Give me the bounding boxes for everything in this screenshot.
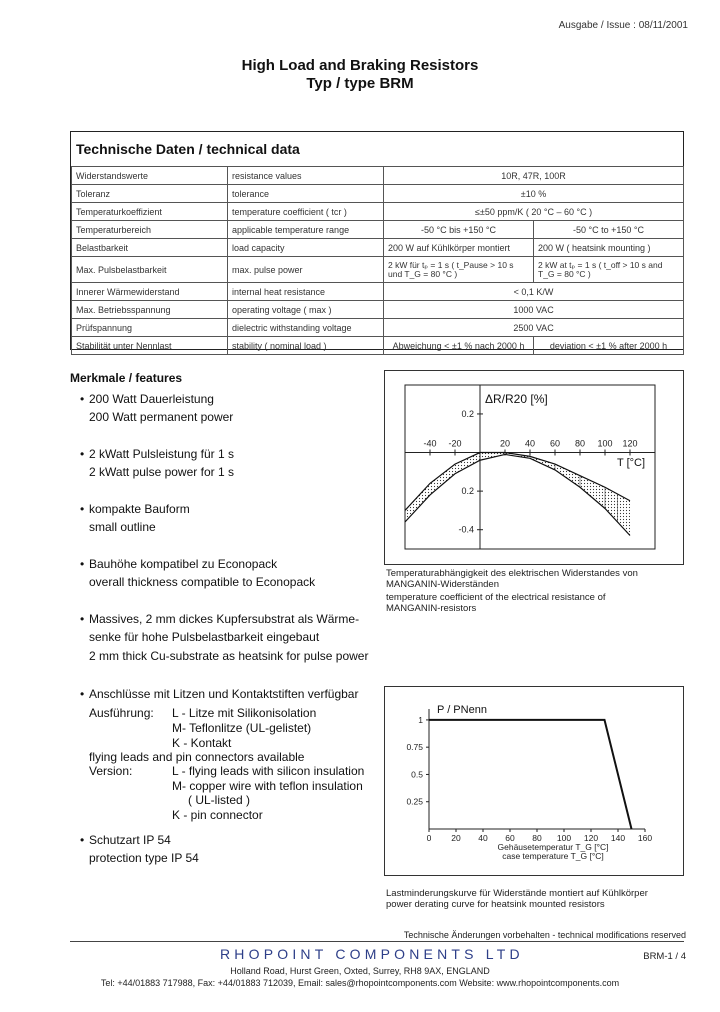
bullet-icon: • <box>80 687 85 701</box>
chart1-caption-line: Temperaturabhängigkeit des elektrischen Widerstandes von <box>386 568 638 579</box>
param-value-en: -50 °C to +150 °C <box>534 221 684 239</box>
table-row <box>72 319 684 337</box>
feature-line: 200 Watt permanent power <box>89 410 234 424</box>
feature-line: L - Litze mit Silikonisolation <box>172 706 317 720</box>
feature-line: flying leads and pin connectors available <box>89 750 305 764</box>
y-tick-label: 0.25 <box>406 796 423 807</box>
x-tick-label: 80 <box>574 438 586 449</box>
technical-data-box <box>70 131 684 350</box>
derating-chart-frame <box>384 686 684 876</box>
param-en: internal heat resistance <box>228 283 384 301</box>
param-de: Prüfspannung <box>72 319 228 337</box>
derating-chart <box>385 687 683 875</box>
chart-title: P / PNenn <box>437 704 487 716</box>
feature-line: 2 kWatt Pulsleistung für 1 s <box>89 447 234 461</box>
feature-line: K - Kontakt <box>172 736 232 750</box>
bullet-icon: • <box>80 612 85 626</box>
chart-x-label-2: case temperature T_G [°C] <box>502 851 604 861</box>
feature-line: 2 mm thick Cu-substrate as heatsink for pulse power <box>89 649 369 663</box>
param-de: Max. Pulsbelastbarkeit <box>72 257 228 283</box>
feature-line: 2 kWatt pulse power for 1 s <box>89 465 234 479</box>
y-tick-label: 0.2 <box>461 486 474 497</box>
page-title: High Load and Braking Resistors <box>241 57 479 74</box>
feature-line: protection type IP 54 <box>89 851 199 865</box>
table-row <box>72 203 684 221</box>
temperature-chart <box>385 371 683 564</box>
company-address: Holland Road, Hurst Green, Oxted, Surrey, RH8 9AX, ENGLAND <box>230 966 490 976</box>
chart2-caption-line: power derating curve for heatsink mounted resistors <box>386 899 605 910</box>
tolerance-band <box>405 453 630 536</box>
technical-data-title: Technische Daten / technical data <box>76 141 300 157</box>
page-number: BRM-1 / 4 <box>643 951 686 962</box>
feature-line: ( UL-listed ) <box>188 793 251 807</box>
feature-line: overall thickness compatible to Econopack <box>89 575 316 589</box>
param-en: stability ( nominal load ) <box>228 337 384 355</box>
x-tick-label: 120 <box>583 833 599 843</box>
x-tick-label: 40 <box>478 833 488 843</box>
param-en: temperature coefficient ( tcr ) <box>228 203 384 221</box>
feature-label: Version: <box>89 764 133 778</box>
x-tick-label: 60 <box>505 833 515 843</box>
y-tick-label: 0.75 <box>406 742 423 753</box>
x-tick-label: 160 <box>637 833 653 843</box>
param-de: Widerstandswerte <box>72 167 228 185</box>
company-contact: Tel: +44/01883 717988, Fax: +44/01883 712039, Email: sales@rhopointcomponents.com Website: www.rhopointcomponents.com <box>100 978 620 988</box>
feature-line: small outline <box>89 520 156 534</box>
param-value-en: 2 kW at tₚ = 1 s ( t_off > 10 s and T_G = 80 °C ) <box>534 257 684 283</box>
param-value: 1000 VAC <box>384 301 684 319</box>
company-name: RHOPOINT COMPONENTS LTD <box>220 946 524 962</box>
table-row <box>72 337 684 355</box>
param-de: Innerer Wärmewiderstand <box>72 283 228 301</box>
param-en: resistance values <box>228 167 384 185</box>
x-tick-label: 20 <box>451 833 461 843</box>
bullet-icon: • <box>80 502 85 516</box>
x-tick-label: 100 <box>556 833 572 843</box>
table-row <box>72 185 684 203</box>
page-subtitle: Typ / type BRM <box>306 75 414 92</box>
footer-divider <box>70 941 684 942</box>
x-tick-label: 20 <box>499 438 511 449</box>
feature-line: senke für hohe Pulsbelastbarkeit eingebaut <box>89 630 320 644</box>
y-tick-label: 0.5 <box>411 769 423 780</box>
param-value-en: deviation < ±1 % after 2000 h <box>534 337 684 355</box>
param-en: operating voltage ( max ) <box>228 301 384 319</box>
feature-line: Schutzart IP 54 <box>89 833 171 847</box>
param-de: Stabilität unter Nennlast <box>72 337 228 355</box>
bullet-icon: • <box>80 557 85 571</box>
feature-line: M- copper wire with teflon insulation <box>172 779 363 793</box>
param-en: load capacity <box>228 239 384 257</box>
derating-line <box>429 720 632 829</box>
features-heading: Merkmale / features <box>70 371 183 385</box>
param-de: Max. Betriebsspannung <box>72 301 228 319</box>
chart1-caption-line: temperature coefficient of the electrical resistance of <box>386 592 606 603</box>
x-tick-label: 80 <box>532 833 542 843</box>
feature-line: kompakte Bauform <box>89 502 190 516</box>
param-en: max. pulse power <box>228 257 384 283</box>
param-de: Temperaturkoeffizient <box>72 203 228 221</box>
param-de: Temperaturbereich <box>72 221 228 239</box>
feature-line: Bauhöhe kompatibel zu Econopack <box>89 557 278 571</box>
param-value-de: Abweichung < ±1 % nach 2000 h <box>384 337 534 355</box>
x-tick-label: 60 <box>549 438 561 449</box>
chart1-caption-line: MANGANIN-resistors <box>386 603 477 614</box>
x-tick-label: 0 <box>426 833 432 843</box>
chart-x-label: Gehäusetemperatur T_G [°C] <box>497 842 609 852</box>
issue-date: Ausgabe / Issue : 08/11/2001 <box>558 20 688 31</box>
chart-x-label: T [°C] <box>617 457 646 469</box>
param-value: ±10 % <box>384 185 684 203</box>
table-row <box>72 239 684 257</box>
param-de: Belastbarkeit <box>72 239 228 257</box>
param-value: 10R, 47R, 100R <box>384 167 684 185</box>
table-row <box>72 283 684 301</box>
param-en: dielectric withstanding voltage <box>228 319 384 337</box>
temperature-chart-frame <box>384 370 684 565</box>
table-row <box>72 221 684 239</box>
feature-line: Massives, 2 mm dickes Kupfersubstrat als Wärme- <box>89 612 360 626</box>
technical-data-table <box>71 166 684 355</box>
bullet-icon: • <box>80 447 85 461</box>
param-value: < 0,1 K/W <box>384 283 684 301</box>
feature-label: Ausführung: <box>89 706 154 720</box>
table-row <box>72 167 684 185</box>
param-en: applicable temperature range <box>228 221 384 239</box>
param-value: ≤±50 ppm/K ( 20 °C – 60 °C ) <box>384 203 684 221</box>
table-row <box>72 301 684 319</box>
feature-line: L - flying leads with silicon insulation <box>172 764 365 778</box>
chart2-caption-line: Lastminderungskurve für Widerstände montiert auf Kühlkörper <box>386 888 648 899</box>
param-de: Toleranz <box>72 185 228 203</box>
param-value-de: -50 °C bis +150 °C <box>384 221 534 239</box>
feature-line: 200 Watt Dauerleistung <box>89 392 214 406</box>
x-tick-label: -20 <box>448 438 462 449</box>
x-tick-label: 40 <box>524 438 536 449</box>
y-tick-label: 0.2 <box>461 408 474 419</box>
param-value-de: 2 kW für tₚ = 1 s ( t_Pause > 10 s und T_G = 80 °C ) <box>384 257 534 283</box>
modifications-note: Technische Änderungen vorbehalten - technical modifications reserved <box>403 930 686 940</box>
bullet-icon: • <box>80 392 85 406</box>
y-tick-label: 1 <box>418 714 423 725</box>
table-row <box>72 257 684 283</box>
param-value-de: 200 W auf Kühlkörper montiert <box>384 239 534 257</box>
chart1-caption-line: MANGANIN-Widerständen <box>386 579 499 590</box>
feature-line: M- Teflonlitze (UL-gelistet) <box>172 721 312 735</box>
param-value-en: 200 W ( heatsink mounting ) <box>534 239 684 257</box>
x-tick-label: 140 <box>610 833 626 843</box>
chart-title: ΔR/R20 [%] <box>485 392 548 406</box>
feature-line: K - pin connector <box>172 808 263 822</box>
bullet-icon: • <box>80 833 85 847</box>
feature-line: Anschlüsse mit Litzen und Kontaktstiften verfügbar <box>89 687 359 701</box>
param-en: tolerance <box>228 185 384 203</box>
x-tick-label: -40 <box>423 438 437 449</box>
x-tick-label: 100 <box>597 438 613 449</box>
x-tick-label: 120 <box>622 438 638 449</box>
param-value: 2500 VAC <box>384 319 684 337</box>
y-tick-label: -0.4 <box>458 524 474 535</box>
